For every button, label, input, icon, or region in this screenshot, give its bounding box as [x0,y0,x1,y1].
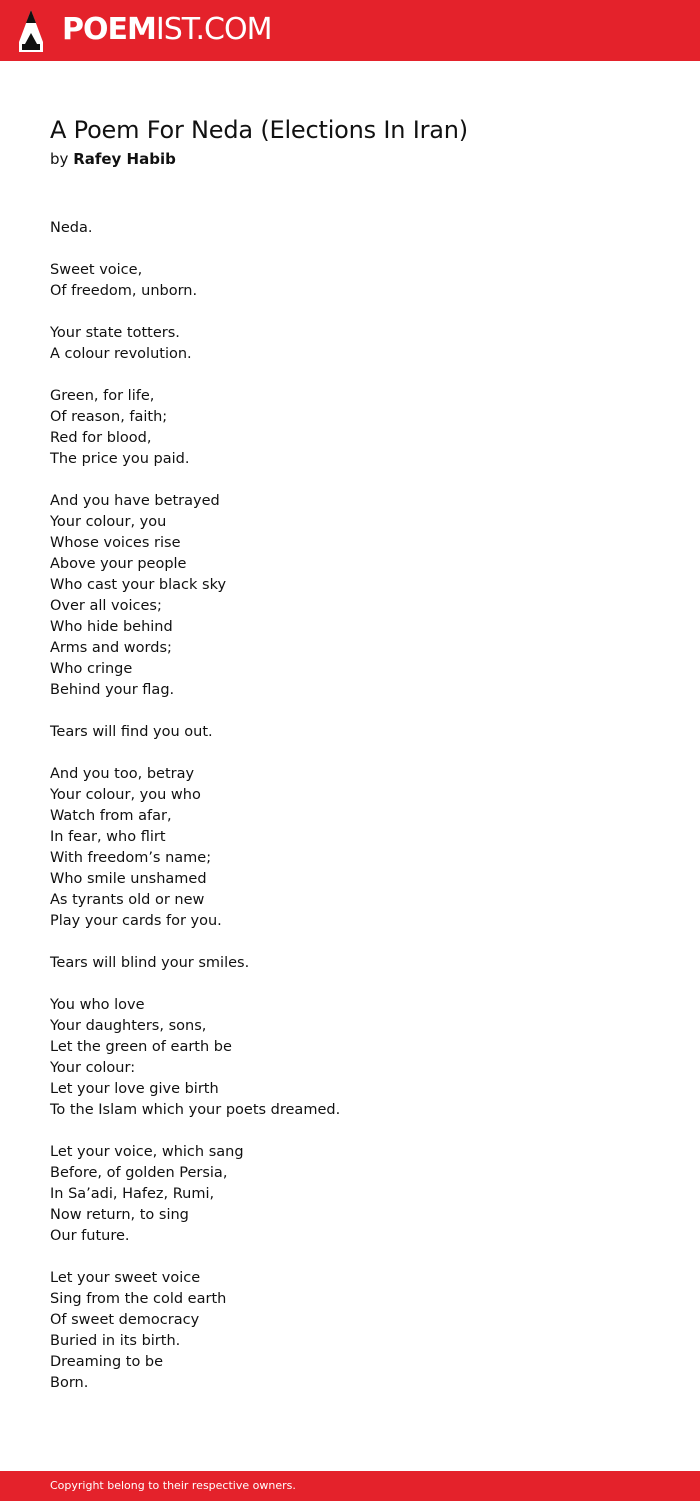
poem-body: Neda. Sweet voice, Of freedom, unborn. Your state totters. A colour revolution. Green, for life, Of reason, faith; Red for blood, The price you paid. And you have betrayed Your colour, you Whose voices rise Above your people Who cast your black sky Over all voices; Who hide behind Arms and words; Who cringe Behind your flag. Tears will find you out. And you too, betray Your colour, you who Watch from afar, In fear, who flirt With freedom’s name; Who smile unshamed As tyrants old or new Play your cards for you. Tears will blind your smiles. You who love Your daughters, sons, Let the green of earth be Your colour: Let your love give birth To the Islam which your poets dreamed. Let your voice, which sang Before, of golden Persia, In Sa’adi, Hafez, Rumi, Now return, to sing Our future. Let your sweet voice Sing from the cold earth Of sweet democracy Buried in its birth. Dreaming to be Born. [50,220,341,1391]
copyright-text: Copyright belong to their respective owners. [50,1479,296,1492]
logo-brand-light: IST.COM [155,12,272,47]
site-footer [0,1471,700,1501]
by-label: by [50,150,69,168]
site-header [0,0,700,61]
site-logo[interactable] [62,12,271,48]
logo-brand-bold: POEM [62,12,156,47]
pencil-icon[interactable] [17,9,45,53]
poem-byline [50,148,176,170]
poem-author: Rafey Habib [73,150,176,168]
poem-title: A Poem For Neda (Elections In Iran) [50,116,468,144]
